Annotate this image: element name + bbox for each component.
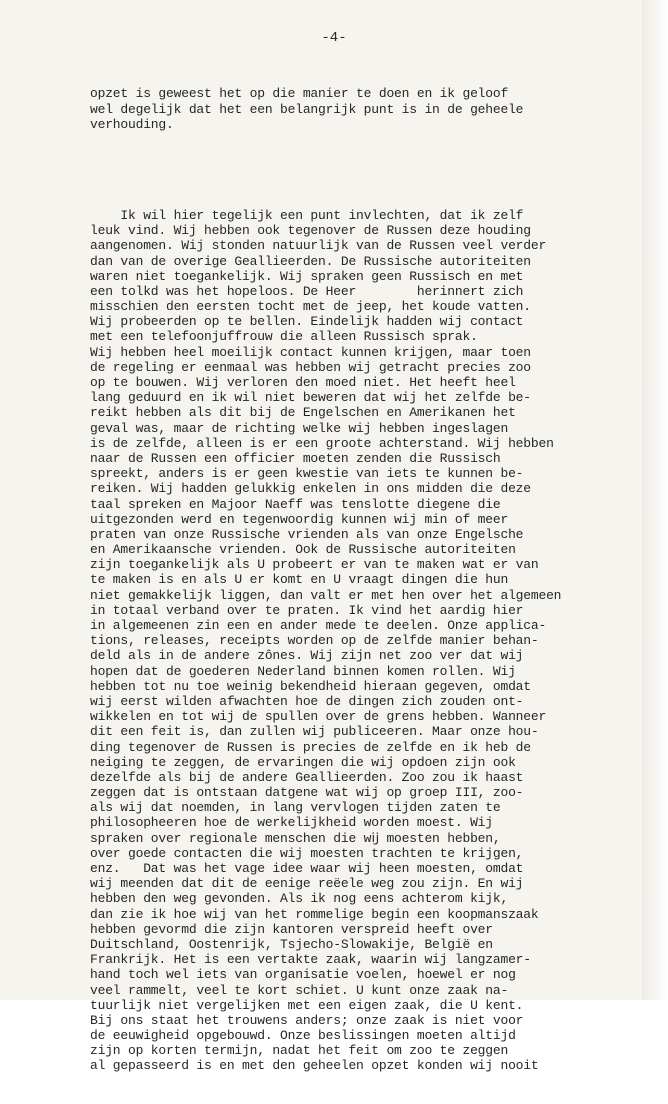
text-line: hand toch wel iets van organisatie voelen, hoewel er nog [90,967,516,983]
text-line: aangenomen. Wij stonden natuurlijk van de Russen veel verder [90,238,547,254]
text-line: is de zelfde, alleen is er een groote achterstand. Wij hebben [90,435,554,451]
text-line: praten van onze Russische vrienden als van onze Engelsche [90,526,524,542]
paragraph-gap [90,162,650,177]
text-line: op te bouwen. Wij verloren den moed niet. Het heeft heel [90,375,516,391]
text-line: tuurlijk niet vergelijken met een eigen zaak, die U kent. [90,997,524,1013]
text-line: dezelfde als bij de andere Geallieerden. Zoo zou ik haast [90,769,524,785]
text-line: zijn op korten termijn, nadat het feit om zoo te zeggen [90,1043,509,1059]
text-line: zeggen dat is ontstaan datgene wat wij op groep III, zoo- [90,785,524,801]
text-line: wij meenden dat dit de eenige reëele weg zou zijn. En wij [90,876,524,892]
text-line: de regeling er eenmaal was hebben wij getracht precies zoo [90,359,531,375]
text-line: Frankrijk. Het is een vertakte zaak, waarin wij langzamer- [90,952,531,968]
text-line: de eeuwigheid opgebouwd. Onze beslissingen moeten altijd [90,1028,516,1044]
text-line: misschien den eersten tocht met de jeep, het koude vatten. [90,299,531,315]
text-line: in totaal verband over te praten. Ik vind het aardig hier [90,602,524,618]
text-line: en Amerikaansche vrienden. Ook de Russische autoriteiten [90,542,516,558]
text-line: deld als in de andere zônes. Wij zijn net zoo ver dat wij [90,648,524,664]
text-line: spreekt, anders is er geen kwestie van iets te kunnen be- [90,466,524,482]
text-line: een tolkd was het hopeloos. De Heer herinnert zich [90,283,524,299]
text-line: hopen dat de goederen Nederland binnen komen rollen. Wij [90,663,516,679]
text-line: in algemeenen zin een en ander mede te deelen. Onze applica- [90,618,547,634]
text-line: al gepasseerd is en met den geheelen opzet konden wij nooit [90,1058,539,1074]
text-line: hebben tot nu toe weinig bekendheid hieraan gegeven, omdat [90,678,531,694]
text-line: reikt hebben als dit bij de Engelschen en Amerikanen het [90,405,516,421]
text-line: veel rammelt, veel te kort schiet. U kunt onze zaak na- [90,982,509,998]
text-line: te maken is en als U er komt en U vraagt dingen die hun [90,572,509,588]
text-line: enz. Dat was het vage idee waar wij heen moesten, omdat [90,861,524,877]
text-line: wij eerst wilden afwachten hoe de dingen zich zouden ont- [90,693,524,709]
text-line: dan van de overige Geallieerden. De Russische autoriteiten [90,253,531,269]
text-line: dit een feit is, dan zullen wij publiceeren. Maar onze hou- [90,724,539,740]
text-line: Wij probeerden op te bellen. Eindelijk hadden wij contact [90,314,524,330]
text-line: verhouding. [90,116,174,132]
text-line: niet gemakkelijk liggen, dan valt er met hen over het algemeen [90,587,562,603]
text-line: over goede contacten die wij moesten trachten te krijgen, [90,845,524,861]
text-line: uitgezonden werd en tegenwoordig kunnen wij min of meer [90,511,509,527]
text-line: philosopheeren hoe de werkelijkheid worden moest. Wij [90,815,493,831]
text-line: neiging te zeggen, de ervaringen die wij opdoen zijn ook [90,754,516,770]
text-line: geval was, maar de richting welke wij hebben ingeslagen [90,420,509,436]
text-line: hebben gevormd die zijn kantoren verspreid heeft over [90,921,493,937]
text-line: met een telefoonjuffrouw die alleen Russisch sprak. [90,329,478,345]
text-line: tions, releases, receipts worden op de zelfde manier behan- [90,633,539,649]
paragraph-1 [90,86,650,132]
text-line: Bij ons staat het trouwens anders; onze zaak is niet voor [90,1012,524,1028]
text-line: Wij hebben heel moeilijk contact kunnen krijgen, maar toen [90,344,531,360]
text-line: naar de Russen een officier moeten zenden die Russisch [90,450,501,466]
text-line: lang geduurd en ik wil niet beweren dat wij het zelfde be- [90,390,531,406]
text-line: reiken. Wij hadden gelukkig enkelen in ons midden die deze [90,481,531,497]
text-line: zijn toegankelijk als U probeert er van te maken wat er van [90,557,539,573]
text-line: spraken over regionale menschen die wĳ moesten hebben, [90,830,501,846]
text-line: waren niet toegankelijk. Wij spraken geen Russisch en met [90,268,524,284]
text-line: wel degelijk dat het een belangrijk punt is in de geheele [90,101,524,117]
text-line: wikkelen en tot wij de spullen over de grens hebben. Wanneer [90,709,547,725]
text-line: Ik wil hier tegelijk een punt invlechten, dat ik zelf [90,207,524,223]
typewritten-body [90,56,650,1104]
text-line: leuk vind. Wij hebben ook tegenover de Russen deze houding [90,223,531,239]
text-line: als wij dat noemden, in lang vervlogen tijden zaten te [90,800,501,816]
paragraph-2 [90,208,650,1074]
text-line: hebben den weg gevonden. Als ik nog eens achterom kijk, [90,891,509,907]
text-line: Duitschland, Oostenrijk, Tsjecho-Slowakije, Belgiё en [90,936,493,952]
text-line: dan zie ik hoe wij van het rommelige begin een koopmanszaak [90,906,539,922]
text-line: taal spreken en Majoor Naeff was tenslotte diegene die [90,496,501,512]
text-line: ding tegenover de Russen is precies de zelfde en ik heb de [90,739,531,755]
text-line: opzet is geweest het op die manier te doen en ik geloof [90,86,509,102]
page-number: -4- [321,30,347,46]
